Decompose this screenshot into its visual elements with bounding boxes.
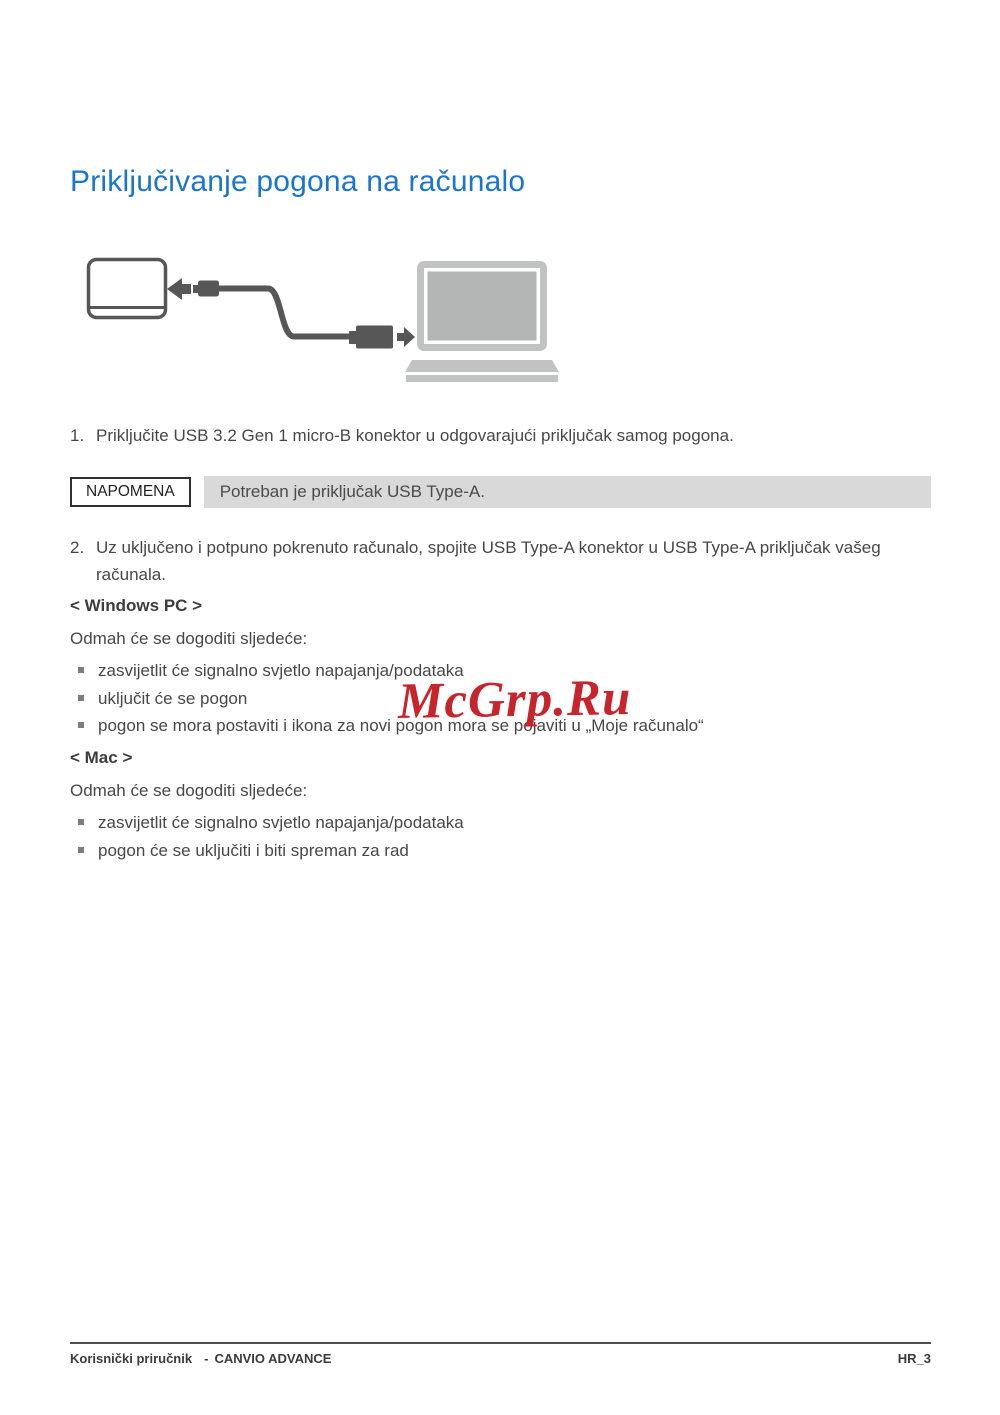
section-heading-windows: < Windows PC >	[70, 596, 203, 615]
list-item-text: pogon će se uključiti i biti spreman za rad	[98, 840, 409, 860]
micro-b-connector-icon	[193, 281, 219, 297]
section-heading-mac: < Mac >	[70, 748, 133, 767]
note	[70, 476, 931, 508]
square-bullet-icon	[78, 847, 84, 853]
list-item-text: zasvijetlit će signalno svjetlo napajanja/podataka	[98, 813, 464, 832]
section-intro-windows: Odmah će se dogoditi sljedeće:	[70, 629, 308, 648]
list-item	[70, 712, 930, 740]
external-drive-icon	[89, 260, 166, 318]
square-bullet-icon	[78, 722, 84, 728]
footer-product-name: CANVIO ADVANCE	[214, 1351, 332, 1366]
note-label: NAPOMENA	[70, 477, 191, 507]
page-title: Priključivanje pogona na računalo	[70, 165, 526, 198]
step-text: Uz uključeno i potpuno pokrenuto računalo, spojite USB Type-A konektor u USB Type-A priključak vašeg računala.	[96, 538, 881, 584]
list-item-text: zasvijetlit će signalno svjetlo napajanja/podataka	[98, 661, 464, 680]
footer-separator: -	[204, 1351, 209, 1366]
note-text: Potreban je priključak USB Type-A.	[219, 482, 485, 501]
step-1	[70, 422, 930, 449]
square-bullet-icon	[78, 819, 84, 825]
laptop-icon	[405, 261, 559, 382]
drive-to-laptop-diagram	[70, 248, 590, 388]
step-number: 2.	[70, 538, 85, 557]
type-a-connector-icon	[349, 326, 393, 349]
list-item	[70, 809, 930, 837]
list-item	[70, 837, 930, 865]
step-2	[70, 534, 930, 588]
arrow-right-icon	[397, 327, 415, 347]
list-item	[70, 657, 930, 685]
step-number: 1.	[70, 426, 85, 445]
windows-bullet-list	[70, 657, 930, 740]
arrow-left-icon	[167, 278, 191, 300]
section-intro-mac: Odmah će se dogoditi sljedeće:	[70, 781, 308, 800]
footer-document-info	[70, 1351, 337, 1366]
list-item-text: pogon se mora postaviti i ikona za novi pogon mora se pojaviti u „Moje računalo“	[98, 716, 704, 735]
watermark: McGrp.Ru	[397, 669, 632, 731]
square-bullet-icon	[78, 667, 84, 673]
footer-page-code: HR_3	[897, 1351, 931, 1366]
footer-manual-name: Korisnički priručnik	[70, 1351, 193, 1366]
footer-divider	[70, 1342, 931, 1344]
note-bar	[204, 476, 931, 508]
page-footer	[70, 1351, 931, 1366]
step-text: Priključite USB 3.2 Gen 1 micro-B konektor u odgovarajući priključak samog pogona.	[96, 426, 734, 445]
square-bullet-icon	[78, 695, 84, 701]
list-item	[70, 685, 930, 713]
list-item-text: uključit će se pogon	[98, 688, 248, 708]
usb-cable	[219, 289, 351, 337]
mac-bullet-list	[70, 809, 930, 864]
